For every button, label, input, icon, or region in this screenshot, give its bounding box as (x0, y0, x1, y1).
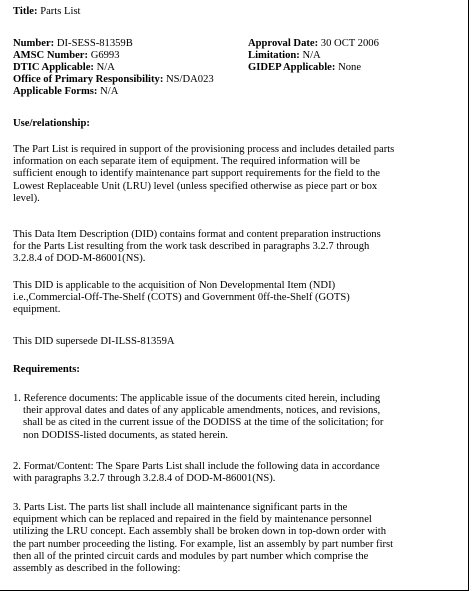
requirements-heading: Requirements: (13, 364, 80, 375)
title-label: Title: (13, 6, 38, 17)
requirement-2 (13, 461, 458, 485)
text-line: their approval dates and dates of any applicable amendments, notices, and revisions, (23, 405, 381, 417)
text-line: This DID is applicable to the acquisition of Non Developmental Item (NDI) (13, 280, 336, 291)
forms-value: N/A (100, 86, 119, 97)
limitation-line (248, 50, 321, 62)
text-line: level). (13, 192, 40, 204)
use-paragraph-4 (13, 336, 458, 348)
office-label: Office of Primary Responsibility: (13, 74, 164, 85)
gidep-label: GIDEP Applicable: (248, 62, 336, 73)
text-line: assembly as described in the following: (13, 563, 181, 575)
text-line: Lowest Replaceable Unit (LRU) level (unless specified otherwise as piece part or box (13, 180, 378, 192)
use-paragraph-1 (13, 144, 458, 205)
gidep-value: None (338, 62, 362, 73)
text-line: information on each separate item of equipment. The required information will be (13, 156, 360, 168)
amsc-line (13, 50, 120, 62)
text-line: This Data Item Description (DID) contains format and content preparation instructions (13, 229, 381, 240)
forms-line (13, 86, 118, 98)
use-heading: Use/relationship: (13, 118, 90, 129)
text-line: equipment. (13, 304, 61, 316)
text-line: utilizing the LRU concept. Each assembly shall be broken down in top-down order with (13, 526, 387, 538)
text-line: for the Parts List resulting from the work task described in paragraphs 3.2.7 through (13, 241, 370, 253)
text-line: equipment which can be replaced and repaired in the field by maintenance personnel (13, 514, 372, 526)
text-line: 2. Format/Content: The Spare Parts List shall include the following data in accordance (13, 461, 380, 472)
use-paragraph-2 (13, 229, 458, 266)
limitation-value: N/A (302, 50, 321, 61)
number-label: Number: (13, 38, 55, 49)
text-line: This DID supersede DI-ILSS-81359A (13, 336, 175, 347)
approval-value: 30 OCT 2006 (320, 38, 379, 49)
dtic-label: DTIC Applicable: (13, 62, 94, 73)
title-value: Parts List (40, 6, 81, 17)
gidep-line (248, 62, 361, 74)
number-line (13, 38, 133, 50)
number-value: DI-SESS-81359B (56, 38, 133, 49)
office-line (13, 74, 214, 86)
text-line: with paragraphs 3.2.7 through 3.2.8.4 of DOD-M-86001(NS). (13, 473, 276, 485)
approval-label: Approval Date: (248, 38, 319, 49)
text-line: shall be as cited in the current issue of the DODISS at the time of the solicitation; for (23, 417, 384, 429)
text-line: 3. Parts List. The parts list shall include all maintenance significant parts in the (13, 502, 348, 513)
requirement-1 (13, 393, 458, 442)
approval-line (248, 38, 379, 50)
text-line: sufficient enough to identify maintenance part support requirements for the field to the (13, 168, 380, 180)
text-line: non DODISS-listed documents, as stated herein. (23, 429, 229, 441)
text-line: the part number proceeding the listing. For example, list an assembly by part number first (13, 538, 394, 550)
dtic-value: N/A (96, 62, 115, 73)
title-line (13, 6, 81, 18)
office-value: NS/DA023 (166, 74, 214, 85)
dtic-line (13, 62, 115, 74)
use-paragraph-3 (13, 280, 458, 317)
text-line: i.e.,Commercial-Off-The-Shelf (COTS) and Government 0ff-the-Shelf (GOTS) (13, 292, 350, 304)
text-line: 3.2.8.4 of DOD-M-86001(NS). (13, 253, 146, 265)
amsc-label: AMSC Number: (13, 50, 89, 61)
text-line: then all of the printed circuit cards and modules by part number which comprise the (13, 550, 369, 562)
amsc-value: G6993 (90, 50, 120, 61)
limitation-label: Limitation: (248, 50, 300, 61)
forms-label: Applicable Forms: (13, 86, 98, 97)
requirement-3 (13, 502, 458, 575)
text-line: The Part List is required in support of the provisioning process and includes detailed parts (13, 144, 395, 155)
text-line: 1. Reference documents: The applicable issue of the documents cited herein, including (13, 393, 381, 404)
